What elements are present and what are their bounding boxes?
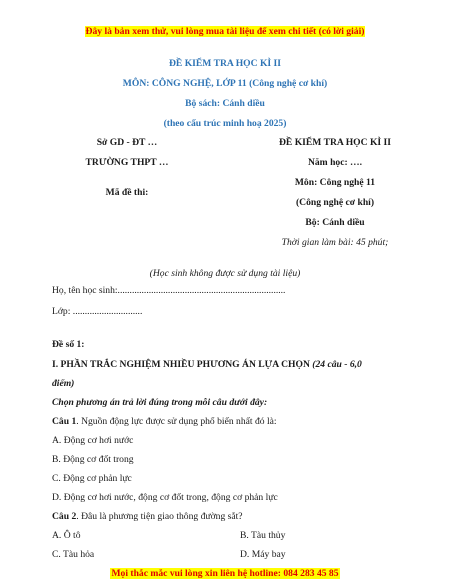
section-heading: I. PHẦN TRẮC NGHIỆM NHIỀU PHƯƠNG ÁN LỰA CHỌN (24 câu - 6,0 — [52, 359, 362, 370]
school-name: TRƯỜNG THPT … — [85, 157, 169, 168]
q1-option-c: C. Động cơ phản lực — [52, 473, 132, 484]
question-1: Câu 1. Nguồn động lực được sử dụng phổ biến nhất đó là: — [52, 416, 277, 427]
section-instruction: Chọn phương án trả lời đúng trong mỗi câu dưới đây: — [52, 397, 268, 408]
exam-heading: ĐỀ KIỂM TRA HỌC KÌ II — [278, 137, 392, 148]
q1-option-a: A. Động cơ hơi nước — [52, 435, 134, 446]
q1-option-d: D. Động cơ hơi nước, động cơ đốt trong, động cơ phản lực — [52, 492, 278, 503]
structure-note: (theo cấu trúc minh hoạ 2025) — [163, 118, 287, 129]
exam-code-label: Mã đề thi: — [105, 187, 149, 198]
exam-number: Đề số 1: — [52, 339, 85, 350]
student-class-line: Lớp: ............................. — [52, 306, 143, 317]
section-heading-cont: điểm) — [52, 378, 75, 389]
no-materials-note: (Học sinh không được sử dụng tài liệu) — [149, 268, 301, 279]
subject-sub-label: (Công nghệ cơ khí) — [295, 197, 375, 208]
question-2: Câu 2. Đâu là phương tiện giao thông đường sắt? — [52, 511, 243, 522]
q2-option-c: C. Tàu hỏa — [52, 549, 95, 560]
book-title: Bộ sách: Cánh diều — [185, 98, 265, 109]
q1-option-b: B. Động cơ đốt trong — [52, 454, 134, 465]
student-name-line: Họ, tên học sinh:...................................................................... — [52, 285, 286, 296]
q2-option-b: B. Tàu thủy — [240, 530, 286, 541]
subject-label: Môn: Công nghệ 11 — [294, 177, 376, 188]
subject-title: MÔN: CÔNG NGHỆ, LỚP 11 (Công nghệ cơ khí) — [122, 78, 328, 89]
dept-name: Sở GD - ĐT … — [96, 137, 158, 148]
exam-title: ĐỀ KIỂM TRA HỌC KÌ II — [168, 58, 282, 69]
time-limit: Thời gian làm bài: 45 phút; — [281, 237, 389, 248]
book-label: Bộ: Cánh diều — [305, 217, 365, 228]
preview-banner: Đây là bản xem thử, vui lòng mua tài liệu để xem chi tiết (có lời giải) — [85, 26, 365, 37]
q2-option-d: D. Máy bay — [240, 549, 286, 560]
q2-option-a: A. Ô tô — [52, 530, 81, 541]
hotline-banner: Mọi thắc mắc vui lòng xin liên hệ hotline: 084 283 45 85 — [111, 568, 339, 579]
school-year: Năm học: …. — [307, 157, 363, 168]
